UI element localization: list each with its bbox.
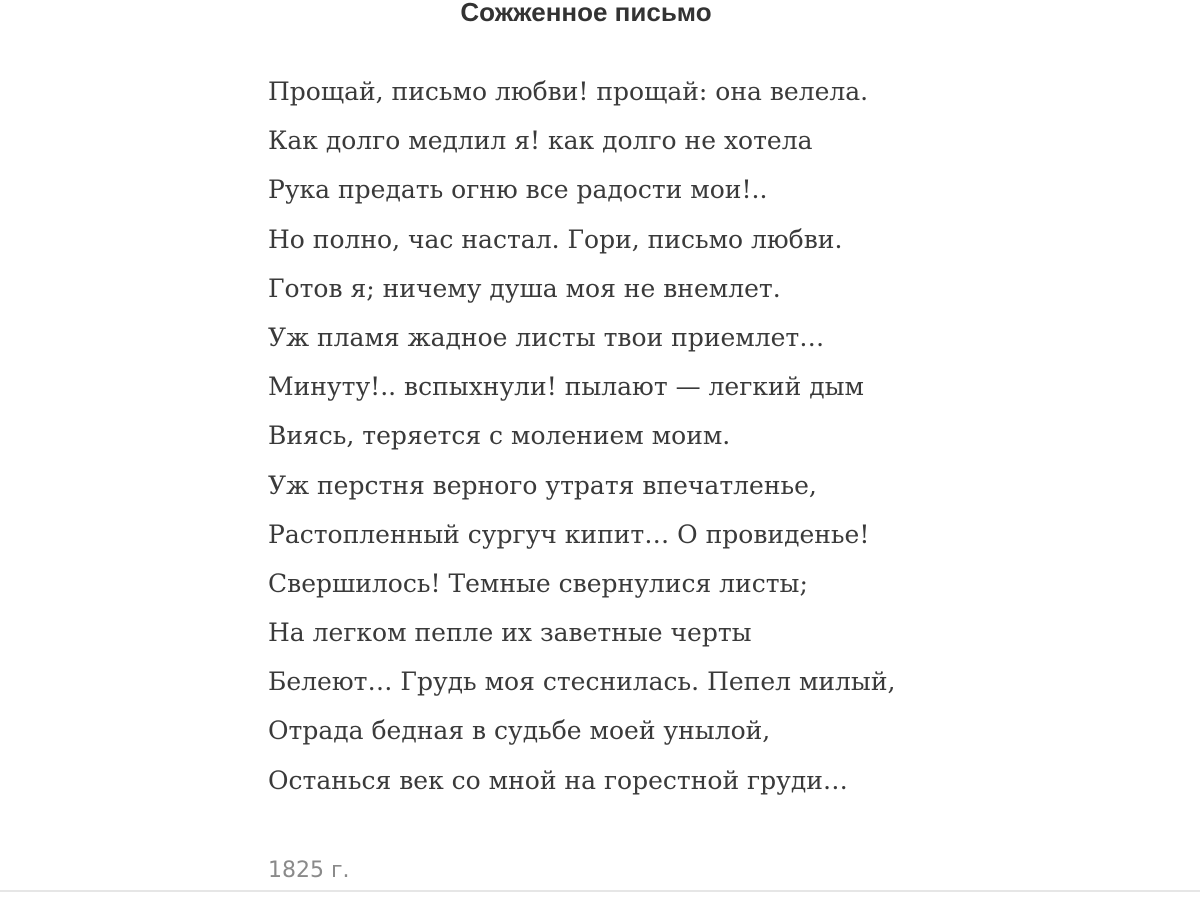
- poem-line: Виясь, теряется с молением моим.: [268, 421, 731, 451]
- poem-line: Белеют… Грудь моя стеснилась. Пепел милый,: [268, 667, 896, 697]
- poem-date: 1825 г.: [268, 858, 350, 883]
- poem-line: Свершилось! Темные свернулися листы;: [268, 568, 808, 598]
- poem-line: Минуту!.. вспыхнули! пылают — легкий дым: [268, 372, 864, 402]
- poem-line: Уж перстня верного утратя впечатленье,: [268, 470, 817, 500]
- poem-line: Прощай, письмо любви! прощай: она велела.: [268, 77, 869, 106]
- poem-line: Но полно, час настал. Гори, письмо любви.: [268, 224, 843, 254]
- poem-line: На легком пепле их заветные черты: [268, 618, 752, 648]
- poem-line: Готов я; ничему душа моя не внемлет.: [268, 273, 781, 303]
- poem-line: Отрада бедная в судьбе моей унылой,: [268, 716, 771, 746]
- poem-line: Как долго медлил я! как долго не хотела: [268, 126, 813, 156]
- poem-text: [268, 69, 895, 807]
- poem-line: Останься век со мной на горестной груди…: [268, 765, 848, 795]
- poem-title: Сожженное письмо: [460, 0, 712, 27]
- poem-line: Уж пламя жадное листы твои приемлет…: [268, 322, 825, 352]
- poem-line: Рука предать огню все радости мои!..: [268, 175, 768, 205]
- bottom-divider: [0, 890, 1200, 892]
- poem-line: Растопленный сургуч кипит… О провиденье!: [268, 519, 870, 549]
